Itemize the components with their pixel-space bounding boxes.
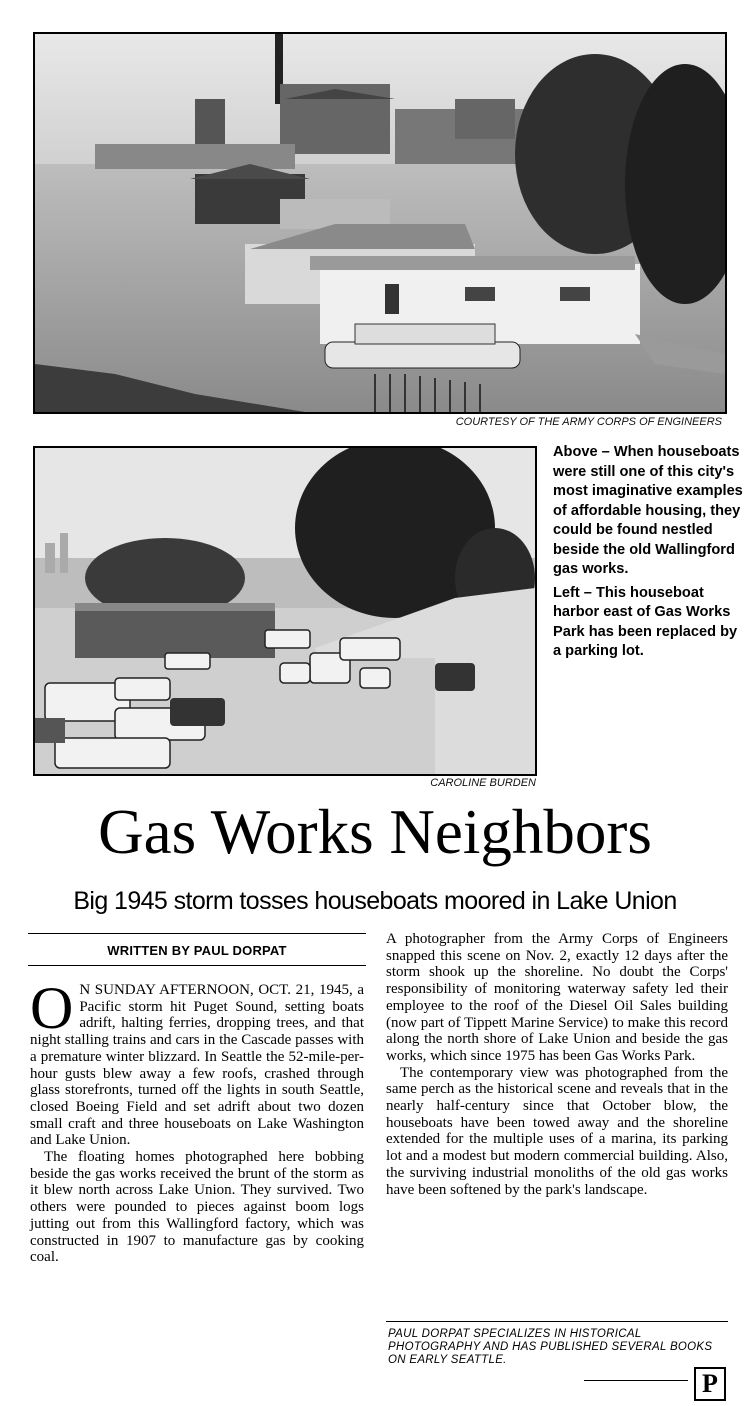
bio-rule-bottom (584, 1380, 688, 1381)
caption-above: Above – When houseboats were still one of this city's most imaginative examples of affordable housing, they could be found nestled beside the old Wallingford gas works. (553, 444, 743, 577)
parking-lot-illustration (35, 448, 535, 774)
bottom-photo-credit: CAROLINE BURDEN (430, 777, 536, 789)
bio-rule-top (386, 1321, 728, 1322)
dropcap: O (30, 975, 74, 1041)
author-bio: PAUL DORPAT SPECIALIZES IN HISTORICAL PHOTOGRAPHY AND HAS PUBLISHED SEVERAL BOOKS ON EARLY SEATTLE. (388, 1328, 713, 1366)
parking-lot-photo (33, 446, 537, 776)
photo-captions (553, 443, 745, 662)
paragraph-2: The floating homes photographed here bobbing beside the gas works received the brunt of the storm as it blew north across Lake Union. They survived. Two others were pounded to pieces against boom logs jutting out from this Wallingford factory, which was constructed in 1907 to manufacture gas by cooking coal. (30, 1149, 364, 1266)
paragraph-1: O N SUNDAY AFTERNOON, OCT. 21, 1945, a Pacific storm hit Puget Sound, setting boats adrift, halting ferries, dropping trees, and that night stalling trains and cars in the Cascade passes with a premature winter blizzard. In Seattle the 52-mile-per-hour gusts blew away a few roofs, crashed through glass storefronts, turned off the lights in south Seattle, closed Boeing Field and set adrift about two dozen small craft and three houseboats on Lake Washington and Lake Union. (30, 975, 364, 1149)
byline-rule-top (28, 933, 366, 934)
article-column-right (386, 931, 728, 1198)
end-mark: P (694, 1367, 726, 1401)
caption-left: Left – This houseboat harbor east of Gas Works Park has been replaced by a parking lot. (553, 584, 738, 659)
byline-rule-bottom (28, 965, 366, 966)
paragraph-3: A photographer from the Army Corps of Engineers snapped this scene on Nov. 2, exactly 12 days after the storm shook up the shoreline. No doubt the Corps' responsibility of monitoring waterway safety led their employee to the roof of the Diesel Oil Sales building (now part of Tippett Marine Service) to make this record along the north shore of Lake Union and beside the gas works, which since 1975 has been Gas Works Park. (386, 931, 728, 1064)
top-photo-credit: COURTESY OF THE ARMY CORPS OF ENGINEERS (455, 416, 722, 428)
headline: Gas Works Neighbors (98, 797, 652, 867)
paragraph-4: The contemporary view was photographed from the same perch as the historical scene and reveals that in the nearly half-century since that October blow, the houseboats have been towed away and the shoreline extended for the multiple uses of a marina, its parking lot and a modest but modern commercial building. Also, the surviving industrial monoliths of the old gas works have been softened by the park's landscape. (386, 1064, 728, 1198)
historic-houseboats-photo (33, 32, 727, 414)
byline: WRITTEN BY PAUL DORPAT (107, 943, 287, 958)
subhead: Big 1945 storm tosses houseboats moored in Lake Union (73, 887, 677, 915)
historic-houseboats-illustration (35, 34, 725, 412)
article-column-left (30, 975, 364, 1266)
